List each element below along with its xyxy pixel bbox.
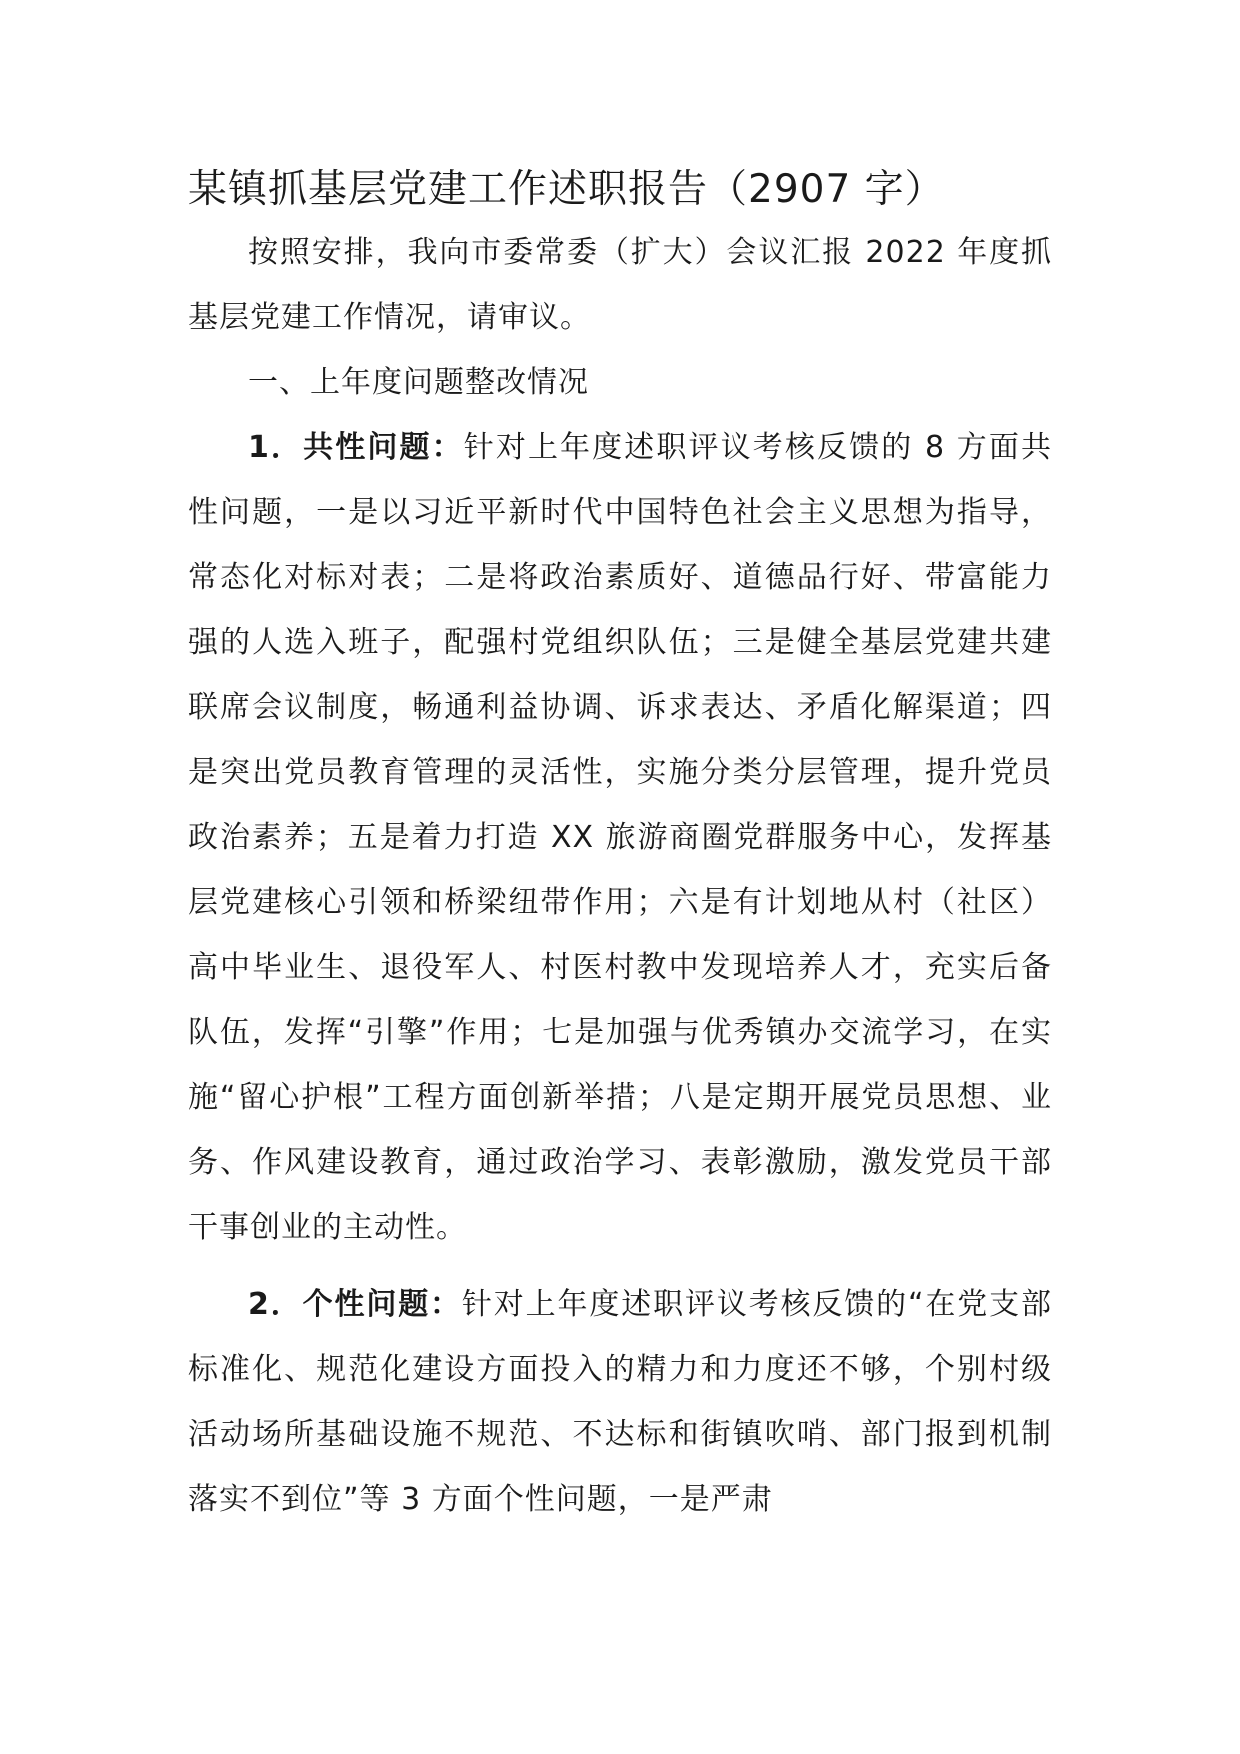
item-2-paragraph <box>188 1272 1052 1532</box>
item-1-text: 针对上年度述职评议考核反馈的 8 方面共性问题，一是以习近平新时代中国特色社会主义思想为指导，常态化对标对表；二是将政治素质好、道德品行好、带富能力强的人选入班子，配强村党组织队伍；三是健全基层党建共建联席会议制度，畅通利益协调、诉求表达、矛盾化解渠道；四是突出党员教育管理的灵活性，实施分类分层管理，提升党员政治素养；五是着力打造 XX 旅游商圈党群服务中心，发挥基层党建核心引领和桥梁纽带作用；六是有计划地从村（社区）高中毕业生、退役军人、村医村教中发现培养人才，充实后备队伍，发挥“引擎”作用；七是加强与优秀镇办交流学习，在实施“留心护根”工程方面创新举措；八是定期开展党员思想、业务、作风建设教育，通过政治学习、表彰激励，激发党员干部干事创业的主动性。 <box>188 430 1052 1245</box>
item-2-text: 针对上年度述职评议考核反馈的“在党支部标准化、规范化建设方面投入的精力和力度还不够，个别村级活动场所基础设施不规范、不达标和街镇吹哨、部门报到机制落实不到位”等 3 方面个性问题，一是严肃 <box>188 1287 1052 1517</box>
item-2-lead: 2．个性问题： <box>248 1287 462 1322</box>
item-1-paragraph <box>188 415 1052 1260</box>
document-page <box>188 160 1052 1532</box>
document-title: 某镇抓基层党建工作述职报告（2907 字） <box>188 167 945 212</box>
section-heading: 一、上年度问题整改情况 <box>248 365 589 400</box>
intro-paragraph: 按照安排，我向市委常委（扩大）会议汇报 2022 年度抓基层党建工作情况，请审议。 <box>188 235 1052 335</box>
item-1-lead: 1．共性问题： <box>248 430 464 465</box>
